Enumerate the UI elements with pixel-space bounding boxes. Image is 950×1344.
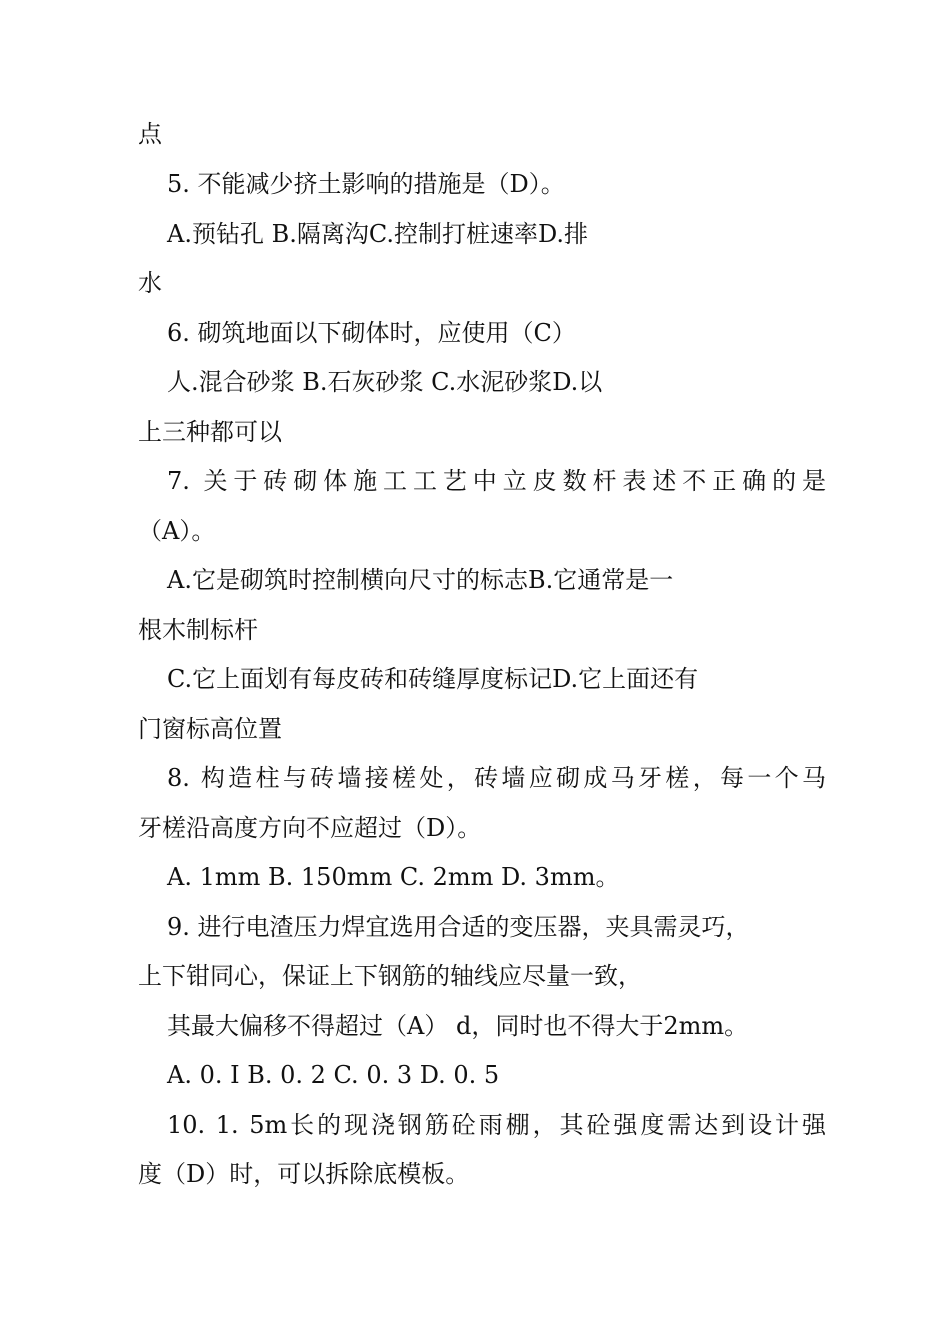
question-5-options-wrap: 水 bbox=[138, 269, 162, 297]
question-6-options-wrap: 上三种都可以 bbox=[138, 418, 282, 446]
question-8-options: A. 1mm B. 150mm C. 2mm D. 3mm。 bbox=[167, 863, 620, 891]
question-6: 6. 砌筑地面以下砌体时，应使用（C） bbox=[167, 319, 576, 347]
question-7: 7. 关于砖砌体施工工艺中立皮数杆表述不正确的是 bbox=[167, 467, 826, 495]
question-9-options: A. 0. I B. 0. 2 C. 0. 3 D. 0. 5 bbox=[167, 1061, 500, 1089]
question-7-options-ab: A.它是砌筑时控制横向尺寸的标志B.它通常是一 bbox=[167, 566, 674, 594]
question-8-wrap: 牙槎沿高度方向不应超过（D）。 bbox=[138, 814, 482, 842]
question-9-wrap: 上下钳同心，保证上下钢筋的轴线应尽量一致， bbox=[138, 962, 642, 990]
question-8: 8. 构造柱与砖墙接槎处，砖墙应砌成马牙槎，每一个马 bbox=[167, 764, 826, 792]
question-6-options: 人.混合砂浆 B.石灰砂浆 C.水泥砂浆D.以 bbox=[167, 368, 603, 396]
question-5-options: A.预钻孔 B.隔离沟C.控制打桩速率D.排 bbox=[167, 220, 589, 248]
question-9-wrap-2: 其最大偏移不得超过（A） d，同时也不得大于2mm。 bbox=[167, 1012, 749, 1040]
question-7-options-cd-wrap: 门窗标高位置 bbox=[138, 715, 282, 743]
question-7-wrap: （A）。 bbox=[138, 517, 216, 545]
question-5: 5. 不能减少挤土影响的措施是（D）。 bbox=[167, 170, 565, 198]
question-7-options-ab-wrap: 根木制标杆 bbox=[138, 616, 258, 644]
question-10-wrap: 度（D）时，可以拆除底模板。 bbox=[138, 1160, 470, 1188]
question-10: 10. 1. 5m长的现浇钢筋砼雨棚，其砼强度需达到设计强 bbox=[167, 1111, 826, 1139]
question-7-options-cd: C.它上面划有每皮砖和砖缝厚度标记D.它上面还有 bbox=[167, 665, 699, 693]
text-line-continuation: 点 bbox=[138, 120, 162, 148]
question-9: 9. 进行电渣压力焊宜选用合适的变压器，夹具需灵巧， bbox=[167, 913, 750, 941]
